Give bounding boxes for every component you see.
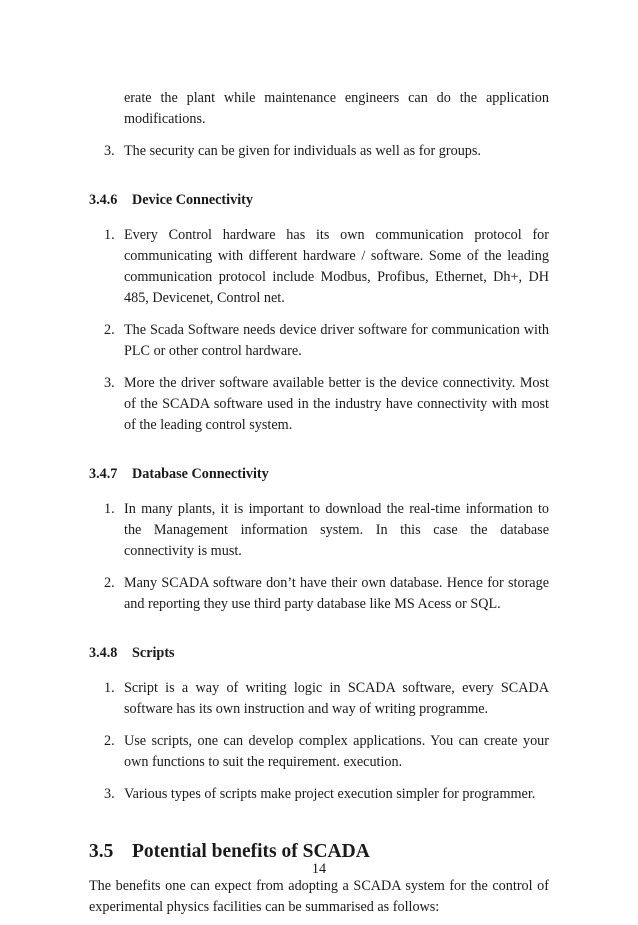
continued-list (89, 141, 549, 162)
subsection-heading-database-connectivity (89, 464, 549, 485)
section-title: Potential benefits of SCADA (132, 841, 370, 862)
section-number: 3.4.7 (89, 466, 118, 482)
list-item-text: The Scada Software needs device driver software for communication with PLC or other control hardware. (124, 322, 549, 359)
continuation-text: erate the plant while maintenance engineers can do the application modifications. (124, 90, 549, 127)
list-item-number: 2. (104, 733, 115, 749)
list-item (89, 373, 549, 436)
list-item-text: More the driver software available better is the device connectivity. Most of the SCADA software used in the industry have connectivity with most of the leading control system. (124, 375, 549, 433)
list-item-number: 1. (104, 501, 115, 517)
section-title: Scripts (132, 645, 175, 661)
database-connectivity-list (89, 499, 549, 615)
list-item (89, 225, 549, 309)
subsection-heading-scripts (89, 643, 549, 664)
scripts-list (89, 678, 549, 805)
list-item (89, 573, 549, 615)
device-connectivity-list (89, 225, 549, 436)
list-item-text: Various types of scripts make project execution simpler for programmer. (124, 786, 536, 802)
list-item-number: 3. (104, 786, 115, 802)
list-item (89, 678, 549, 720)
section-number: 3.5 (89, 841, 114, 862)
list-item-text: In many plants, it is important to download the real-time information to the Management information system. In this case the database connectivity is must. (124, 501, 549, 559)
list-item (89, 320, 549, 362)
list-item-text: Use scripts, one can develop complex applications. You can create your own functions to suit the requirement. execution. (124, 733, 549, 770)
list-item (89, 784, 549, 805)
list-item (89, 731, 549, 773)
list-item-text: Many SCADA software don’t have their own database. Hence for storage and reporting they use third party database like MS Acess or SQL. (124, 575, 549, 612)
list-item-text: Every Control hardware has its own communication protocol for communicating with different hardware / software. Some of the leading communication protocol include Modbus, Profibus, Ethernet, Dh+, DH 485, Devicenet, Control net. (124, 227, 549, 306)
section-title: Database Connectivity (132, 466, 269, 482)
section-title: Device Connectivity (132, 192, 253, 208)
list-item-number: 1. (104, 680, 115, 696)
list-item-number: 2. (104, 322, 115, 338)
page-number: 14 (311, 861, 327, 877)
section-number: 3.4.6 (89, 192, 118, 208)
list-item (89, 141, 549, 162)
list-item-number: 3. (104, 375, 115, 391)
subsection-heading-device-connectivity (89, 190, 549, 211)
list-item-number: 2. (104, 575, 115, 591)
list-item-number: 1. (104, 227, 115, 243)
body-paragraph: The benefits one can expect from adopting a SCADA system for the control of experimental physics facilities can be summarised as follows: (89, 878, 549, 915)
section-number: 3.4.8 (89, 645, 118, 661)
document-page (89, 88, 549, 918)
list-item-number: 3. (104, 143, 115, 159)
list-item (89, 499, 549, 562)
list-item-text: The security can be given for individuals as well as for groups. (124, 143, 481, 159)
list-item-text: Script is a way of writing logic in SCADA software, every SCADA software has its own instruction and way of writing programme. (124, 680, 549, 717)
